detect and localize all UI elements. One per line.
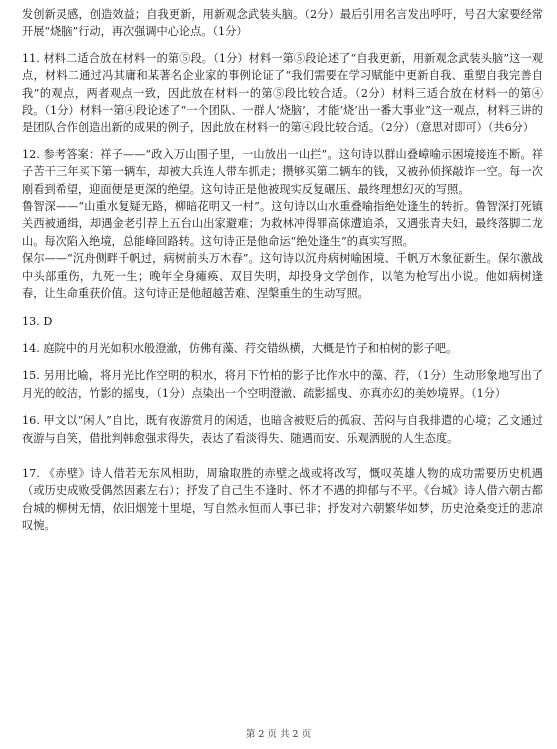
answer-15: 15. 另用比喻，将月光比作空明的积水，将月下竹柏的影子比作水中的藻、荇，（1分）生动形象地写出了月光的皎洁，竹影的摇曳，（1分）点染出一个空明澄澈、疏影摇曳、亦真亦幻的美妙境界。（1分）: [22, 369, 543, 400]
answer-10-continued: 发创新灵感，创造效益；自我更新，用新观念武装头脑。（2分）最后引用名言发出呼吁，号召大家要经常开展“烧脑”行动，再次强调中心论点。（1分）: [22, 8, 543, 39]
answer-11: 11. 材料二适合放在材料一的第⑤段。（1分）材料一第⑤段论述了“自我更新，用新观念武装头脑”这一观点，材料二通过冯其庸和某著名企业家的事例论证了“我们需要在学习赋能中更新自我、重塑自我完善自我”的观点，两者观点一致，因此放在材料一的第⑤段比较合适。（2分）材料三适合放在材料一的第④段。（1分）材料一第④段论述了“一个团队、一群人‘烧脑’，才能‘烧’出一番大事业”这一观点，材料三讲的是团队合作创造出新的成果的例子，因此放在材料一的第④段比较合适。（2分）（意思对即可）（共6分）: [22, 51, 543, 135]
answer-14: 14. 庭院中的月光如积水般澄澈，仿佛有藻、荇交错纵横，大概是竹子和柏树的影子吧。: [22, 341, 458, 355]
answer-12: 12. 参考答案：祥子——“政入万山围子里，一山放出一山拦”。这句诗以群山叠嶂喻示困境接连不断。祥子苦干三年买下第一辆车，却被大兵连人带车抓走；攒够买第二辆车的钱，又被孙侦探敲诈一空。每一次刚看到希望，迎面便是更深的绝望。这句诗正是他被现实反复碾压、最终理想幻灭的写照。 鲁智深——“山重水复疑无路，柳暗花明又一村”。这句诗以山水重叠喻指绝处逢生的转折。鲁智深打死镇关西被通缉，却遇金老引荐上五台山出家避难；为救林冲得罪高俅遭追杀，又遇张青夫妇，最终落脚二龙山。每次陷入绝境，总能峰回路转。这句诗正是他命运“绝处逢生”的真实写照。 保尔——“沉舟侧畔千帆过，病树前头万木春”。这句诗以沉舟病树喻困境、千帆万木象征新生。保尔激战中头部重伤，九死一生；晚年全身瘫痪、双目失明，却投身文学创作，以笔为枪写出小说。他如病树逢春，让生命重获价值。这句诗正是他超越苦难、涅槃重生的生动写照。: [22, 147, 543, 301]
answer-17: 17. 《赤壁》诗人借若无东风相助，周瑜取胜的赤壁之战或将改写，慨叹英雄人物的成功需要历史机遇（或历史成败受偶然因素左右）；抒发了自己生不逢时、怀才不遇的抑郁与不平。《台城》诗人借六朝古都台城的柳树无情，依旧烟笼十里堤，写自然永恒而人事已非；抒发对六朝繁华如梦，历史沧桑变迁的悲凉叹惋。: [22, 466, 543, 533]
answer-16: 16. 甲文以“闲人”自比，既有夜游赏月的闲适，也暗含被贬后的孤寂、苦闷与自我排遣的心境；乙文通过夜游与自笑，借批判韩愈强求得失，表达了看淡得失、随遇而安、乐观洒脱的人生态度。: [22, 414, 543, 445]
page-footer: 第 2 页 共 2 页: [245, 729, 312, 740]
answer-13: 13. D: [22, 314, 53, 328]
